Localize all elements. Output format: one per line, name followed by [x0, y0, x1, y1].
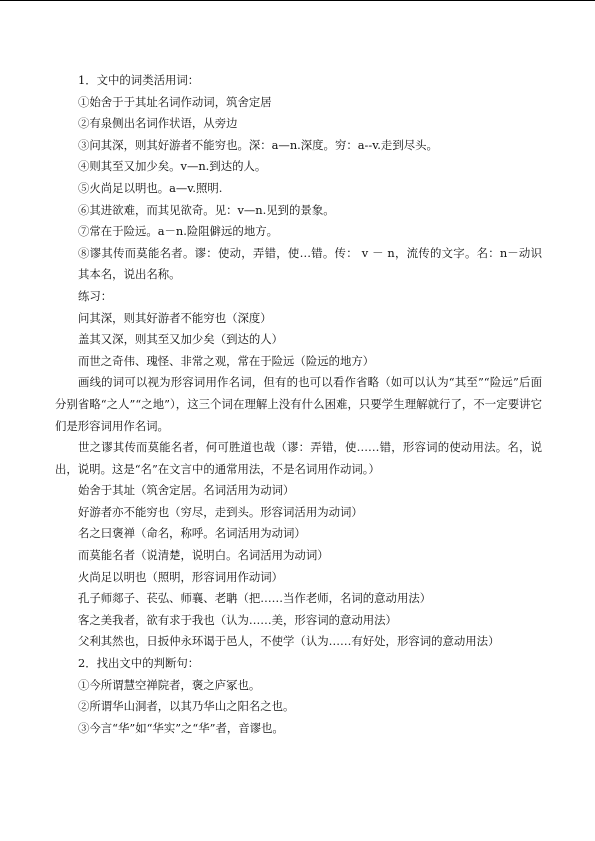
usage-line-3: 名之曰褒禅（命名，称呼。名词活用为动词） — [78, 526, 306, 541]
top-border-line — [0, 0, 595, 1]
usage-line-7: 客之美我者，欲有求于我也（认为……美，形容词的意动用法） — [78, 612, 397, 627]
section-heading-judgment: 2．找出文中的判断句： — [78, 656, 200, 671]
usage-line-6: 孔子师郯子、苌弘、师襄、老聃（把……当作老师，名词的意动用法） — [78, 591, 432, 606]
section-heading-word-class: 1．文中的词类活用词： — [78, 73, 200, 87]
judgment-line-1: ①今所谓慧空禅院者，褒之庐冢也。 — [78, 677, 261, 692]
exercise-line-2: 盖其又深，则其至又加少矣（到达的人） — [78, 332, 284, 347]
example-line-5: ⑤火尚足以明也。a—v.照明. — [78, 180, 223, 195]
exercise-line-1: 问其深，则其好游者不能穷也（深度） — [78, 310, 272, 325]
explanation-paragraph: 画线的词可以视为形容词用作名词，但有的也可以看作省略（如可以认为“其至”“险远”后面分别省略“之人”“之地”），这三个词在理解上没有什么困难，只要学生理解就行了，不一定要讲它们是形容词用作名词。 — [55, 375, 542, 433]
usage-line-8: 父利其然也，日扳仲永环谒于邑人，不使学（认为……有好处，形容词的意动用法） — [78, 634, 500, 649]
document-body — [55, 70, 542, 739]
usage-line-4: 而莫能名者（说清楚，说明白。名词活用为动词） — [78, 548, 329, 563]
explanation-paragraph-2: 世之谬其传而莫能名者，何可胜道也哉（谬：弄错，使……错，形容词的使动用法。名，说出，说明。这是“名”在文言中的通常用法，不是名词用作动词。） — [55, 440, 542, 476]
usage-line-1: 始舍于其址（筑舍定居。名词活用为动词） — [78, 483, 295, 498]
usage-line-2: 好游者亦不能穷也（穷尽，走到头。形容词活用为动词） — [78, 504, 363, 519]
example-line-8: ⑧谬其传而莫能名者。谬：使动，弄错，使…错。传： v － n，流传的文字。名：n－动识其本名，说出名称。 — [78, 245, 542, 282]
example-line-7: ⑦常在于险远。a－n.险阻僻远的地方。 — [78, 224, 278, 239]
judgment-line-2: ②所谓华山洞者，以其乃华山之阳名之也。 — [78, 699, 295, 714]
example-line-2: ②有泉侧出名词作状语，从旁边 — [78, 116, 238, 131]
example-line-6: ⑥其进欲难，而其见欲奇。见：v—n.见到的景象。 — [78, 202, 335, 217]
example-line-1: ①始舍于于其址名词作动词，筑舍定居 — [78, 94, 272, 109]
example-line-4: ④则其至又加少矣。v—n.到达的人。 — [78, 159, 267, 174]
exercise-heading: 练习： — [78, 288, 113, 303]
example-line-3: ③问其深，则其好游者不能穷也。深：a—n.深度。穷：a--v.走到尽头。 — [78, 137, 438, 152]
judgment-line-3: ③今言“华”如“华实”之“华”者，音谬也。 — [78, 720, 284, 735]
usage-line-5: 火尚足以明也（照明，形容词用作动词） — [78, 569, 284, 584]
exercise-line-3: 而世之奇伟、瑰怪、非常之观，常在于险远（险远的地方） — [78, 353, 375, 368]
